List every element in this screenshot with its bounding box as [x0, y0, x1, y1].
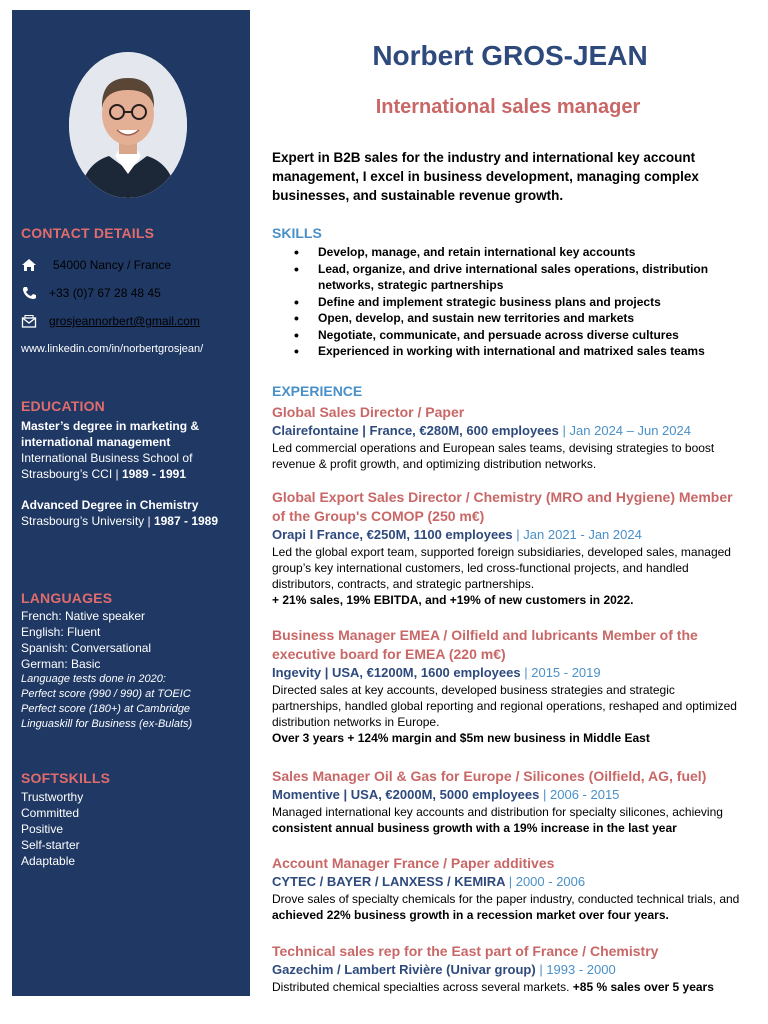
contact-heading: CONTACT DETAILS	[21, 225, 155, 241]
education-item	[21, 497, 231, 529]
job-title: Global Export Sales Director / Chemistry (MRO and Hygiene) Member of the Group's COMOP (250 m€)	[272, 489, 733, 524]
job-title: Business Manager EMEA / Oilfield and lubricants Member of the executive board for EMEA (220 m€)	[272, 627, 698, 662]
candidate-role: International sales manager	[375, 96, 641, 118]
job-entry	[272, 626, 742, 746]
job-dates: 1993 - 2000	[546, 962, 616, 977]
education-dates: 1987 - 1989	[153, 514, 219, 528]
job-dates: 2000 - 2006	[515, 874, 586, 889]
job-title: Global Sales Director / Paper	[272, 404, 465, 420]
education-dates: 1989 - 1991	[121, 467, 186, 481]
language-item: German: Basic	[21, 657, 101, 671]
skill-item: • Open, develop, and sustain new territories and markets	[272, 310, 752, 327]
skill-item: • Develop, manage, and retain international key accounts	[272, 244, 752, 261]
job-result: Over 3 years + 124% margin and $5m new business in Middle East	[272, 731, 650, 745]
address-text: 54000 Nancy / France	[53, 258, 172, 272]
company-text: Momentive | USA, €2000M, 5000 employees	[272, 787, 540, 802]
phone-icon	[21, 286, 39, 300]
language-note: Perfect score (990 / 990) at TOEIC	[21, 688, 191, 700]
education-school-name: Strasbourg’s University |	[21, 514, 154, 528]
contact-phone	[21, 286, 161, 300]
description-highlight: +85 % sales over 5 years	[572, 980, 714, 994]
separator: |	[524, 665, 528, 680]
job-dates: Jan 2024 – Jun 2024	[569, 423, 691, 438]
job-description: Led commercial operations and European sales teams, devising strategies to boost revenue & profit growth, and optimizing distribution networks.	[272, 441, 715, 471]
job-entry	[272, 854, 748, 923]
job-company	[272, 961, 748, 979]
email-link[interactable]: grosjeannorbert@gmail.com	[49, 314, 200, 328]
description-text: Drove sales of specialty chemicals for the paper industry, conducted technical trials, and	[272, 892, 740, 906]
company-text: Ingevity | USA, €1200M, 1600 employees	[272, 665, 521, 680]
skill-item: • Lead, organize, and drive international sales operations, distribution networks, strategic partnerships	[272, 261, 752, 294]
job-dates: Jan 2021 - Jan 2024	[523, 527, 642, 542]
job-entry	[272, 403, 752, 472]
separator: |	[508, 874, 513, 889]
education-school-name: International Business School of Strasbourg’s CCI |	[21, 451, 193, 481]
language-item: English: Fluent	[21, 625, 101, 639]
job-description: Led the global export team, supported foreign subsidiaries, developed sales, managed group’s key international customers, led cross-functional projects, and handled distributors, contracts, and strategic partnerships.	[272, 545, 731, 591]
job-description: Directed sales at key accounts, developed business strategies and strategic partnerships, handled global reporting and regional operations, reshaped and optimized distribution networks in Europe.	[272, 683, 737, 729]
language-item: French: Native speaker	[21, 609, 146, 623]
softskill-item: Trustworthy	[21, 790, 84, 804]
job-entry	[272, 488, 748, 608]
profile-photo	[69, 52, 187, 198]
separator: |	[539, 962, 543, 977]
job-title: Sales Manager Oil & Gas for Europe / Silicones (Oilfield, AG, fuel)	[272, 768, 707, 784]
job-title: Account Manager France / Paper additives	[272, 855, 555, 871]
phone-text: +33 (0)7 67 28 48 45	[49, 286, 161, 300]
softskills-heading: SOFTSKILLS	[21, 770, 111, 786]
skill-item: • Negotiate, communicate, and persuade across diverse cultures	[272, 327, 752, 344]
job-company	[272, 526, 748, 544]
language-note: Linguaskill for Business (ex-Bulats)	[21, 718, 193, 730]
job-company	[272, 422, 752, 440]
skill-item: • Define and implement strategic business plans and projects	[272, 294, 752, 311]
education-item	[21, 418, 231, 482]
job-title: Technical sales rep for the East part of France / Chemistry	[272, 943, 659, 959]
job-entry	[272, 942, 748, 995]
education-school	[21, 450, 231, 482]
company-text: Orapi I France, €250M, 1100 employees	[272, 527, 513, 542]
separator: |	[516, 527, 520, 542]
languages-heading: LANGUAGES	[21, 590, 113, 606]
contact-address	[21, 258, 171, 272]
language-note: Perfect score (180+) at Cambridge	[21, 703, 191, 715]
linkedin-link[interactable]: www.linkedin.com/in/norbertgrosjean/	[21, 343, 204, 355]
softskill-item: Adaptable	[21, 854, 76, 868]
candidate-name: Norbert GROS-JEAN	[372, 40, 648, 71]
description-text: Managed international key accounts and distribution for specialty silicones, achieving	[272, 805, 723, 819]
home-icon	[21, 258, 39, 272]
separator: |	[562, 423, 566, 438]
language-item: Spanish: Conversational	[21, 641, 152, 655]
skills-heading: SKILLS	[272, 225, 322, 241]
job-result: + 21% sales, 19% EBITDA, and +19% of new customers in 2022.	[272, 593, 634, 607]
job-description	[272, 979, 748, 995]
education-degree: Advanced Degree in Chemistry	[21, 498, 199, 512]
job-description	[272, 804, 750, 836]
education-school	[21, 513, 231, 529]
company-text: Clairefontaine | France, €280M, 600 employees	[272, 423, 559, 438]
company-text: Gazechim / Lambert Rivière (Univar group)	[272, 962, 536, 977]
skills-list	[272, 244, 752, 360]
softskill-item: Positive	[21, 822, 64, 836]
job-company	[272, 664, 742, 682]
portrait-image	[69, 52, 187, 198]
job-dates: 2006 - 2015	[550, 787, 620, 802]
job-company	[272, 873, 748, 891]
job-company	[272, 786, 750, 804]
email-icon	[21, 314, 39, 328]
contact-email[interactable]	[21, 314, 200, 328]
experience-heading: EXPERIENCE	[272, 383, 363, 399]
description-text: Distributed chemical specialties across several markets.	[272, 980, 573, 994]
softskill-item: Self-starter	[21, 838, 80, 852]
separator: |	[543, 787, 547, 802]
profile-summary: Expert in B2B sales for the industry and international key account management, I excel in business development, managing complex businesses, and sustainable revenue growth.	[272, 150, 699, 203]
skill-item: • Experienced in working with international and matrixed sales teams	[272, 343, 752, 360]
description-highlight: consistent annual business growth with a 19% increase in the last year	[272, 821, 677, 835]
softskill-item: Committed	[21, 806, 80, 820]
education-heading: EDUCATION	[21, 398, 105, 414]
job-description	[272, 891, 748, 923]
job-dates: 2015 - 2019	[531, 665, 601, 680]
language-note: Language tests done in 2020:	[21, 673, 166, 685]
company-text: CYTEC / BAYER / LANXESS / KEMIRA	[272, 874, 506, 889]
job-entry	[272, 767, 750, 836]
description-highlight: achieved 22% business growth in a recession market over four years.	[272, 908, 669, 922]
education-degree: Master’s degree in marketing & international management	[21, 419, 200, 449]
